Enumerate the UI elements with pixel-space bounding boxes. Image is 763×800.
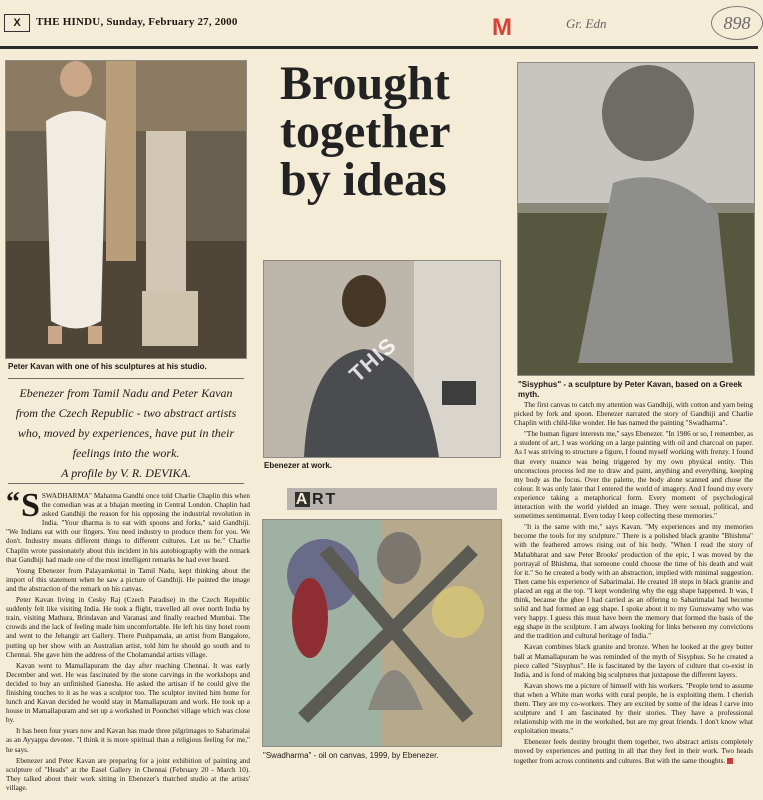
deck: [8, 383, 244, 483]
page-number-note: 898: [711, 6, 763, 40]
open-quote-mark: “: [6, 487, 20, 518]
paragraph-11: Kavan shows me a picture of himself with his workers. "People tend to assume that when a White man works with rural people, he is exploiting them. I cherish them. They are my co-workers. They are excited by some of the ideas I carve into sculpture and I am fascinated by their stories. They have a professional relationship with me in the workshed, but are my great friends. I don't know what exploitation means.": [514, 681, 753, 736]
paragraph-6: Ebenezer and Peter Kavan are preparing for a joint exhibition of painting and sculpture of "Heads" at the Easel Gallery in Chennai (February 20 - March 10). They talked about their work sitting in Ebenezer's thatched studio at the artists' village.: [6, 756, 250, 792]
ebenezer-photo: [263, 260, 501, 458]
drop-cap: S: [21, 487, 40, 524]
byline: A profile by V. R. DEVIKA.: [61, 466, 191, 480]
paragraph-7: The first canvas to catch my attention was Gandhiji, with cotton and yarn being picked by fork and spoon. Ebenezer narrated the story of Gandhiji and Charlie Chaplin with child-like wonder. He has named the painting "Swadharma".: [514, 401, 753, 428]
paragraph-2: Young Ebenezer from Palayamkottai in Tamil Nadu, kept thinking about the import of this statement when he saw a picture of Gandhiji. He painted the image and the abstraction of the remark on his canvas.: [6, 566, 250, 593]
watermark-stamp: THIS: [344, 332, 402, 388]
end-mark: [727, 758, 733, 764]
sisyphus-photo: [517, 62, 755, 376]
article-left-column: [6, 487, 250, 792]
deck-rule-bottom: [8, 483, 244, 484]
swadharma-painting: [262, 519, 502, 747]
paragraph-5: It has been four years now and Kavan has made three pilgrimages to Sabarimalai as an Ayyappa devotee. "I think it is more spiritual than a religious feeling for me," he says.: [6, 727, 250, 754]
sisyphus-graphic: [518, 63, 754, 375]
caption-swadharma: "Swadharma" - oil on canvas, 1999, by Ebenezer.: [263, 751, 439, 760]
deck-rule-top: [8, 378, 244, 379]
caption-sisyphus: "Sisyphus" - a sculpture by Peter Kavan, based on a Greek myth.: [518, 380, 743, 399]
masthead-rule: [0, 46, 758, 49]
art-label-rest: RT: [312, 491, 338, 508]
paragraph-3: Peter Kavan living in Cesky Raj (Czech Paradise) in the Czech Republic suddenly felt like visiting India. He took a flight, travelled all over north India by train, visiting Mathura, Brindavan and Varanasi and finally reached Mumbai. The crowds and the lack of feeling made him uncomfortable. He left his tiny hotel room and went to the Jehangir art Gallery. There Pushpamala, an artist from Bangalore, putting up her show with an Australian artist, told him he should go south and to Chennai. She gave him the address of the Cholamandal artists village.: [6, 596, 250, 659]
paragraph-10: Kavan combines black granite and bronze. When he looked at the grey butter ball at Mamallapuram he was reminded of the myth of Sisyphus. So he created a piece called "Sisyphus". He is fascinated by the layers of culture that co-exist in India, and is fond of making big sculptures that juxtapose the different layers.: [514, 643, 753, 679]
paragraph-12: Ebenezer feels destiny brought them together, two abstract artists completely moved by experiences and putting in all that they feel in their work. Two heads together from across continents and cultures. But with the same thoughts.: [514, 738, 753, 765]
caption-ebenezer: Ebenezer at work.: [264, 461, 333, 470]
headline: Brought together by ideas: [280, 57, 450, 206]
paper-dateline: THE HINDU, Sunday, February 27, 2000: [36, 16, 238, 28]
deck-text: Ebenezer from Tamil Nadu and Peter Kavan from the Czech Republic - two abstract artists who, moved by experiences, have put in their feelings into the work.: [15, 386, 237, 460]
caption-peter: Peter Kavan with one of his sculptures at his studio.: [8, 362, 207, 371]
article-right-column: [514, 401, 753, 793]
peter-photo-graphic: [6, 61, 246, 358]
page-marker: X: [4, 14, 30, 32]
peter-kavan-photo: [5, 60, 247, 359]
art-initial-letter: A: [295, 491, 310, 508]
swadharma-graphic: [263, 520, 501, 746]
handwritten-note: Gr. Edn: [566, 16, 607, 31]
section-logo: M: [492, 14, 512, 41]
paragraph-9: "It is the same with me," says Kavan. "My experiences and my memories become the tools for my sculpture." There is a polished black granite "Bhishma" with the feathered arrows rising out of his body. "When I read the story of Mahabharat and saw Peter Brooks' production of the epic, I was moved by the portrayal of Bhishma, that someone could choose the time of his death and wait for it." So he created a body with an abstraction, implied with minimal suggestion. Then came his experience of Sabarimalai. He created 18 steps in black granite and placed an egg at the top. "I kept wondering why the egg shape happened. It was, I think, because the ghee I had carried as an offering to Sabarimalai had become solid and had formed an egg shape. I spoke about it to my Guruswamy who was very happy. I guess this must have been the memory that formed the basis of the egg shape in the sculpture. I am always looking for links between my convictions and the tradition and cultural heritage of India.": [514, 523, 753, 641]
paragraph-8: "The human figure interests me," says Ebenezer. "In 1986 or so, I remember, as a student of art, I was working on a large painting with oil and charcoal on paper. As I was striving to structure a figure, I found myself working with frenzy. I found that every nuance was being triggered by my own physical entity. This unconscious process led me to draw and paint, anything and everything, keeping my body as the focus. Over the palette, the body alone scanned and chose the colour. It was only later that I entered the world of imagery. And I found my every experience taking a metaphorical form. Every moment of psychological interaction with the world yielded an image. They were sexual, political, and sometimes sentimental. Even today I keep collecting these memories.": [514, 430, 753, 521]
art-section-label: [295, 491, 337, 509]
paragraph-1: “ S SWADHARMA" Mahatma Gandhi once told Charlie Chaplin this when the comedian was at a bhajan meeting in Central London. Chaplin had asked Gandhiji the reason for his opposing the industrial revolution in India. "Your dharma is to eat with spoons and forks," said Gandhiji. "We Indians eat with our fingers. You need industry to produce them for you. We don't. Industry means different things to different cultures. Let us be." Charlie Chaplin wrote passionately about this incident in his autobiography with the remark that Gandhiji had made one of the most intelligent remarks he had ever heard.: [6, 487, 250, 564]
paragraph-4: Kavan went to Mamallapuram the day after reaching Chennai. It was early December and wet. He was fascinated by the stone carvings in the workshops and decided to buy an unfinished Ganesha. He asked the artisan if he could give the finishing touches to it as he was a sculptor too. The sculptor invited him home for lunch and Kavan decided he would stay in Mamallapuram and work. He took up a house in Mamallapuram and set up a workshed in Poonchei village which was close by.: [6, 661, 250, 725]
